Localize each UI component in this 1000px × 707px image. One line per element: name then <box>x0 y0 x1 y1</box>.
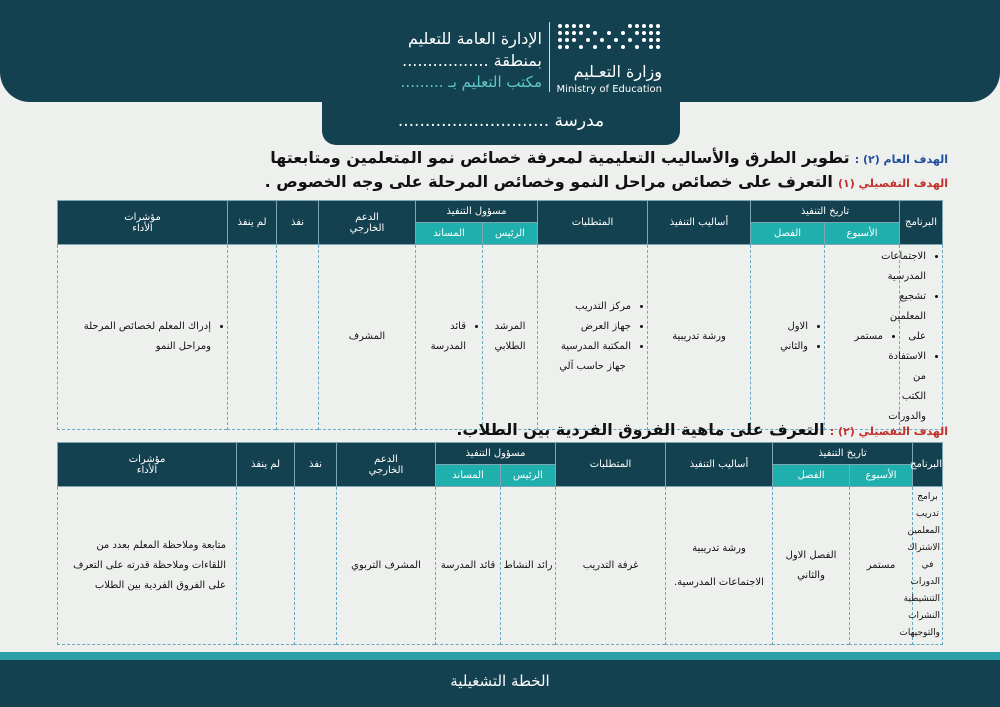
goal-detail-1-text: التعرف على خصائص مراحل النمو وخصائص المرحلة على وجه الخصوص . <box>264 172 833 191</box>
list-item: • الاول <box>753 317 808 337</box>
cell-program <box>881 245 943 430</box>
table-row <box>58 487 943 645</box>
col-done: نفذ <box>295 443 337 487</box>
list-item: • الاجتماعات المدرسية <box>902 247 926 287</box>
cell-requirements: غرفة التدريب <box>556 487 666 645</box>
cell-methods <box>666 487 773 645</box>
goal-general-label: الهدف العام (٢) : <box>854 153 948 166</box>
admin-text <box>322 28 542 92</box>
col-term: الفصل <box>751 223 825 245</box>
col-head: الرئيس <box>483 223 538 245</box>
table-row <box>58 245 943 430</box>
col-program: البرنامج <box>900 201 943 245</box>
col-support-l1: الدعم <box>355 211 379 223</box>
methods-line-2: الاجتماعات المدرسية. <box>674 576 764 588</box>
col-indicators-l2: الأداء <box>136 464 158 476</box>
goal-detail-2 <box>456 420 948 439</box>
col-responsible: مسؤول التنفيذ <box>436 443 556 465</box>
col-indicators <box>58 201 228 245</box>
plan-table-1 <box>57 200 943 430</box>
col-indicators-l1: مؤشرات <box>124 211 161 223</box>
list-item: • مستمر <box>827 327 883 347</box>
cell-term <box>751 245 825 430</box>
col-assistant: المساند <box>416 223 483 245</box>
col-indicators-l2: الأداء <box>132 222 153 234</box>
cell-not-done <box>228 245 277 430</box>
col-not-done: لم ينفذ <box>228 201 277 245</box>
col-term: الفصل <box>773 465 850 487</box>
col-support-l2: الخارجي <box>368 464 404 476</box>
goal-general-text: تطوير الطرق والأساليب التعليمية لمعرفة خصائص نمو المتعلمين ومتابعتها <box>270 148 850 167</box>
list-item: • جهاز العرض <box>540 317 631 337</box>
admin-line-3: مكتب التعليم بـ ......... <box>400 73 542 91</box>
col-support-l2: الخارجي <box>349 222 385 234</box>
ministry-name-ar: وزارة التعـليم <box>573 62 662 81</box>
col-requirements: المتطلبات <box>556 443 666 487</box>
col-done: نفذ <box>277 201 319 245</box>
admin-line-2: بمنطقة ................. <box>402 51 542 70</box>
list-item: • مركز التدريب <box>540 297 631 317</box>
goal-detail-2-label: الهدف التفصيلي (٢) : <box>829 425 948 438</box>
col-methods: أساليب التنفيذ <box>648 201 751 245</box>
ministry-name-en: Ministry of Education <box>556 84 662 95</box>
cell-term: الفصل الاول والثاني <box>773 487 850 645</box>
plan-table-2 <box>57 442 943 645</box>
col-assistant: المساند <box>436 465 501 487</box>
list-item: • إدراك المعلم لخصائص المرحلة ومراحل النمو <box>60 317 211 357</box>
cell-requirements <box>538 245 648 430</box>
header-divider <box>549 22 550 92</box>
list-item: • تشجيع المعلمين على <box>902 287 926 347</box>
methods-line-1: ورشة تدريبية <box>692 542 746 554</box>
col-indicators-l1: مؤشرات <box>128 453 166 465</box>
cell-assistant <box>416 245 483 430</box>
school-name: مدرسة ............................ <box>322 98 680 145</box>
cell-support: المشرف <box>319 245 416 430</box>
list-item: • المكتبة المدرسية <box>540 337 631 357</box>
cell-done <box>277 245 319 430</box>
header-banner <box>0 0 1000 102</box>
cell-week: مستمر <box>850 487 913 645</box>
col-responsible: مسؤول التنفيذ <box>416 201 538 223</box>
cell-indicators: متابعة وملاحظة المعلم بعدد من اللقاءات وملاحظة قدرته على التعرف على الفروق الفردية بين الطلاب <box>58 487 237 645</box>
col-requirements: المتطلبات <box>538 201 648 245</box>
col-methods: أساليب التنفيذ <box>666 443 773 487</box>
goal-detail-2-text: التعرف على ماهية الفروق الفردية بين الطلاب. <box>456 420 825 439</box>
cell-head: رائد النشاط <box>501 487 556 645</box>
goal-detail-1 <box>265 172 948 191</box>
col-not-done: لم ينفذ <box>237 443 295 487</box>
cell-done <box>295 487 337 645</box>
admin-line-1: الإدارة العامة للتعليم <box>408 29 542 48</box>
col-exec-date: تاريخ التنفيذ <box>773 443 913 465</box>
cell-head: المرشد الطلابي <box>483 245 538 430</box>
col-exec-date: تاريخ التنفيذ <box>751 201 900 223</box>
col-support <box>319 201 416 245</box>
col-head: الرئيس <box>501 465 556 487</box>
col-support-l1: الدعم <box>374 453 398 465</box>
requirement-extra: جهاز حاسب آلي <box>559 361 626 372</box>
col-week: الأسبوع <box>825 223 900 245</box>
col-support <box>337 443 436 487</box>
col-program: البرنامج <box>913 443 943 487</box>
footer-title: الخطة التشغيلية <box>450 672 550 690</box>
list-item: • قائد المدرسة <box>418 317 466 357</box>
ministry-logo <box>556 18 662 100</box>
cell-not-done <box>237 487 295 645</box>
col-indicators <box>58 443 237 487</box>
cell-methods: ورشة تدريبية <box>648 245 751 430</box>
goal-general <box>270 148 948 167</box>
cell-indicators <box>58 245 228 430</box>
list-item: • الاستفادة من الكتب والدورات <box>902 347 926 427</box>
cell-assistant: قائد المدرسة <box>436 487 501 645</box>
cell-support: المشرف التربوي <box>337 487 436 645</box>
col-week: الأسبوع <box>850 465 913 487</box>
list-item: • والثاني <box>753 337 808 357</box>
cell-program: برامج تدريب المعلمين الاشتراك في الدورات التنشيطية النشرات والتوجيهات <box>913 487 943 645</box>
goal-detail-1-label: الهدف التفصيلي (١) <box>838 177 948 190</box>
